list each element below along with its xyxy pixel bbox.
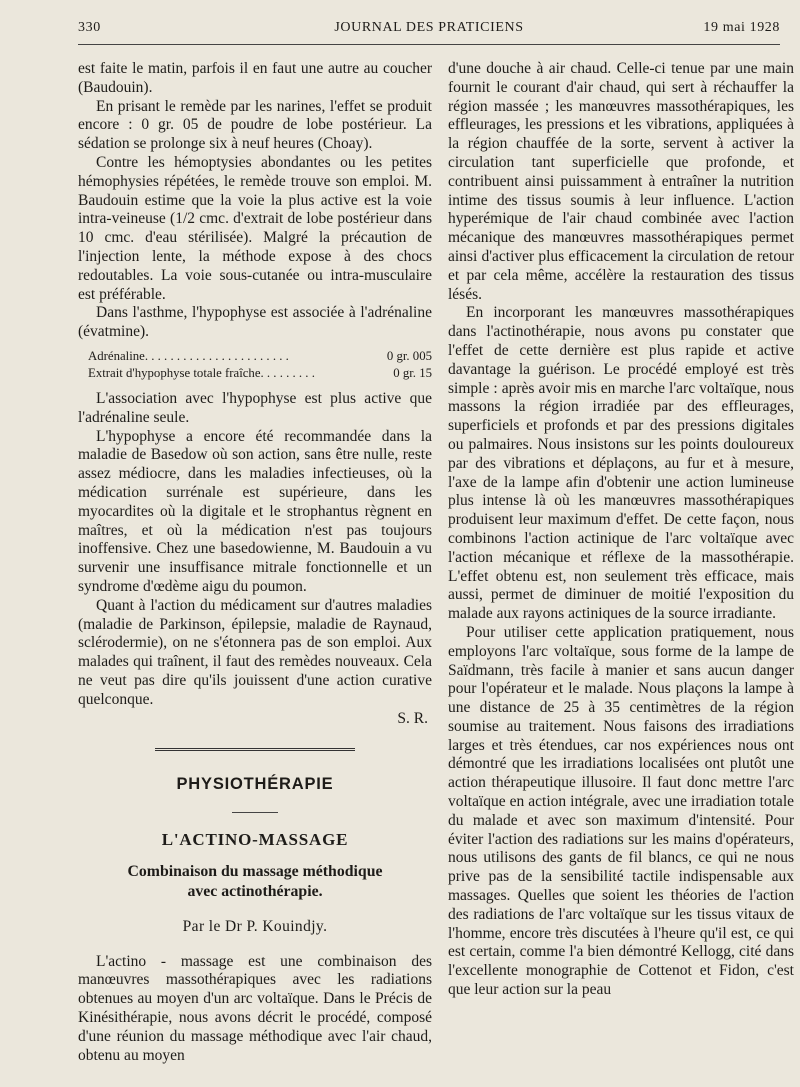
ingredient-name: Extrait d'hypophyse totale fraîche. . . . . . . . . <box>88 365 315 380</box>
article-title: L'ACTINO-MASSAGE <box>161 830 349 850</box>
article-author: Par le Dr P. Kouindjy. <box>182 917 328 935</box>
signature: S. R. <box>397 709 428 727</box>
section-separator <box>155 748 355 753</box>
prescription-table <box>88 348 432 382</box>
paragraph: L'actino - massage est une combinaison des manœuvres massothérapiques avec les radiations obtenues au moyen d'un arc voltaïque. Dans le Précis de Kinésithérapie, nous avons décrit le procédé, composé d'une réunion du massage méthodique avec l'air chaud, obtenu au moyen <box>78 952 432 1064</box>
short-rule <box>232 812 278 813</box>
paragraph: L'association avec l'hypophyse est plus active que l'adrénaline seule. <box>78 389 432 426</box>
header-rule <box>78 44 780 45</box>
paragraph: En incorporant les manœuvres massothérapiques dans l'actinothérapie, nous avons pu constater que l'effet de cette dernière est plus rapide et active davantage la guérison. Le procédé employé est très simple : après avoir mis en marche l'arc voltaïque, nous massons la région irradiée par des effleurages, superficiels et profonds et par des pressions digitales ou palmaires. Nous insistons sur les points douloureux par des vibrations et déplaçons, au fur et à mesure, l'axe de la lampe afin d'obtenir une action lumineuse plus intense là où les manœuvres massothérapiques produisent leur maximum d'effet. De cette façon, nous combinons l'action actinique de l'arc voltaïque avec l'action mécanique et réflexe de la massothérapie. L'effet obtenu est, non seulement très efficace, mais aussi, permet de diminuer de moitié l'exposition du malade aux rayons actiniques de la source irradiante. <box>448 304 794 623</box>
left-column <box>78 60 432 1065</box>
journal-title: JOURNAL DES PRATICIENS <box>334 20 524 35</box>
paragraph: Quant à l'action du médicament sur d'autres maladies (maladie de Parkinson, épilepsie, maladie de Raynaud, sclérodermie), on ne s'étonnera pas de son emploi. Aux malades qui traînent, il faut des remèdes nouveaux. Cela ne veut pas dire qu'ils jouissent d'une action curative quelconque. <box>78 596 432 708</box>
section-heading: PHYSIOTHÉRAPIE <box>176 775 334 794</box>
paragraph: Contre les hémoptysies abondantes ou les petites hémophysies répétées, le remède trouve son emploi. M. Baudouin estime que la voie la plus active est la voie intra-veineuse (1/2 cmc. d'extrait de lobe postérieur dans 10 cmc. d'eau stérilisée). Malgré la précaution de l'injection lente, la méthode expose à des chocs redoutables. La voie sous-cutanée ou intra-musculaire est préférable. <box>78 153 432 303</box>
right-column <box>448 60 794 1000</box>
paragraph: En prisant le remède par les narines, l'effet se produit encore : 0 gr. 05 de poudre de lobe postérieur. La sédation se prolonge six à neuf heures (Choay). <box>78 97 432 153</box>
spacer <box>78 937 432 953</box>
paragraph: Dans l'asthme, l'hypophyse est associée à l'adrénaline (évatmine). <box>78 304 432 341</box>
paragraph: est faite le matin, parfois il en faut une autre au coucher (Baudouin). <box>78 60 432 96</box>
ingredient-dose: 0 gr. 005 <box>386 348 432 363</box>
prescription-row <box>88 348 432 365</box>
prescription-row <box>88 365 432 382</box>
ingredient-name: Adrénaline. . . . . . . . . . . . . . . . . . . . . . . <box>88 348 289 363</box>
article-subtitle-line: avec actinothérapie. <box>187 882 323 900</box>
issue-date: 19 mai 1928 <box>703 20 780 35</box>
page-number: 330 <box>78 20 101 35</box>
paragraph: L'hypophyse a encore été recommandée dans la maladie de Basedow où son action, sans être nulle, reste assez médiocre, dans les maladies infectieuses, où la médication surrénale est supérieure, dans les myocardites où la digitale et le strophantus règnent en maîtres, et où la médication n'est pas toujours inoffensive. Chez une basedowienne, M. Baudouin a vu survenir une insuffisance mitrale fonctionnelle et un syndrome d'œdème aigu du poumon. <box>78 427 432 595</box>
article-subtitle-line: Combinaison du massage méthodique <box>127 862 383 880</box>
paragraph: d'une douche à air chaud. Celle-ci tenue par une main fournit le courant d'air chaud, qui sert à réchauffer la région massée ; les manœuvres massothérapiques, les effleurages, les pressions et les vibrations, appliquées à la région chauffée de la sorte, servent à activer la circulation tant superficielle que profonde, et contribuent ainsi puissamment à entraîner la nutrition intime des tissus soumis à leur influence. L'action hyperémique de l'air chaud combinée avec l'action mécanique des manœuvres massothérapiques permet ainsi d'activer plus efficacement la circulation de retour et par cela même, accélère la restauration des tissus lésés. <box>448 60 794 303</box>
article-subtitle <box>78 862 432 902</box>
ingredient-dose: 0 gr. 15 <box>393 365 432 380</box>
paragraph: Pour utiliser cette application pratiquement, nous employons l'arc voltaïque, sous forme de la lampe de Saïdmann, très facile à manier et sans aucun danger pour l'opérateur et le malade. Nous plaçons la lampe à une distance de 25 à 35 centimètres de la région soumise au traitement. Nous faisons des irradiations larges et très étendues, car nos expériences nous ont démontré que les irradiations localisées ont plutôt une action thérapeutique illusoire. Il faut donc mettre l'arc voltaïque en action intégrale, avec une irradiation totale du malade et avec son maximum d'intensité. Pour éviter l'action des radiations sur les mains d'opérateurs, nous utilisons des gants de fil blancs, ce qui ne nous prive pas de la sensibilité tactile indispensable aux massages. Quelles que soient les théories de l'action des radiations de l'arc voltaïque sur les tissus vitaux de l'homme, encore très discutées à l'heure qu'il est, ce qui est certain, comme l'a bien démontré Kellogg, cité dans l'excellente monographie de Cottenot et Fidon, c'est que leur action sur la peau <box>448 623 794 999</box>
running-header <box>78 20 780 42</box>
